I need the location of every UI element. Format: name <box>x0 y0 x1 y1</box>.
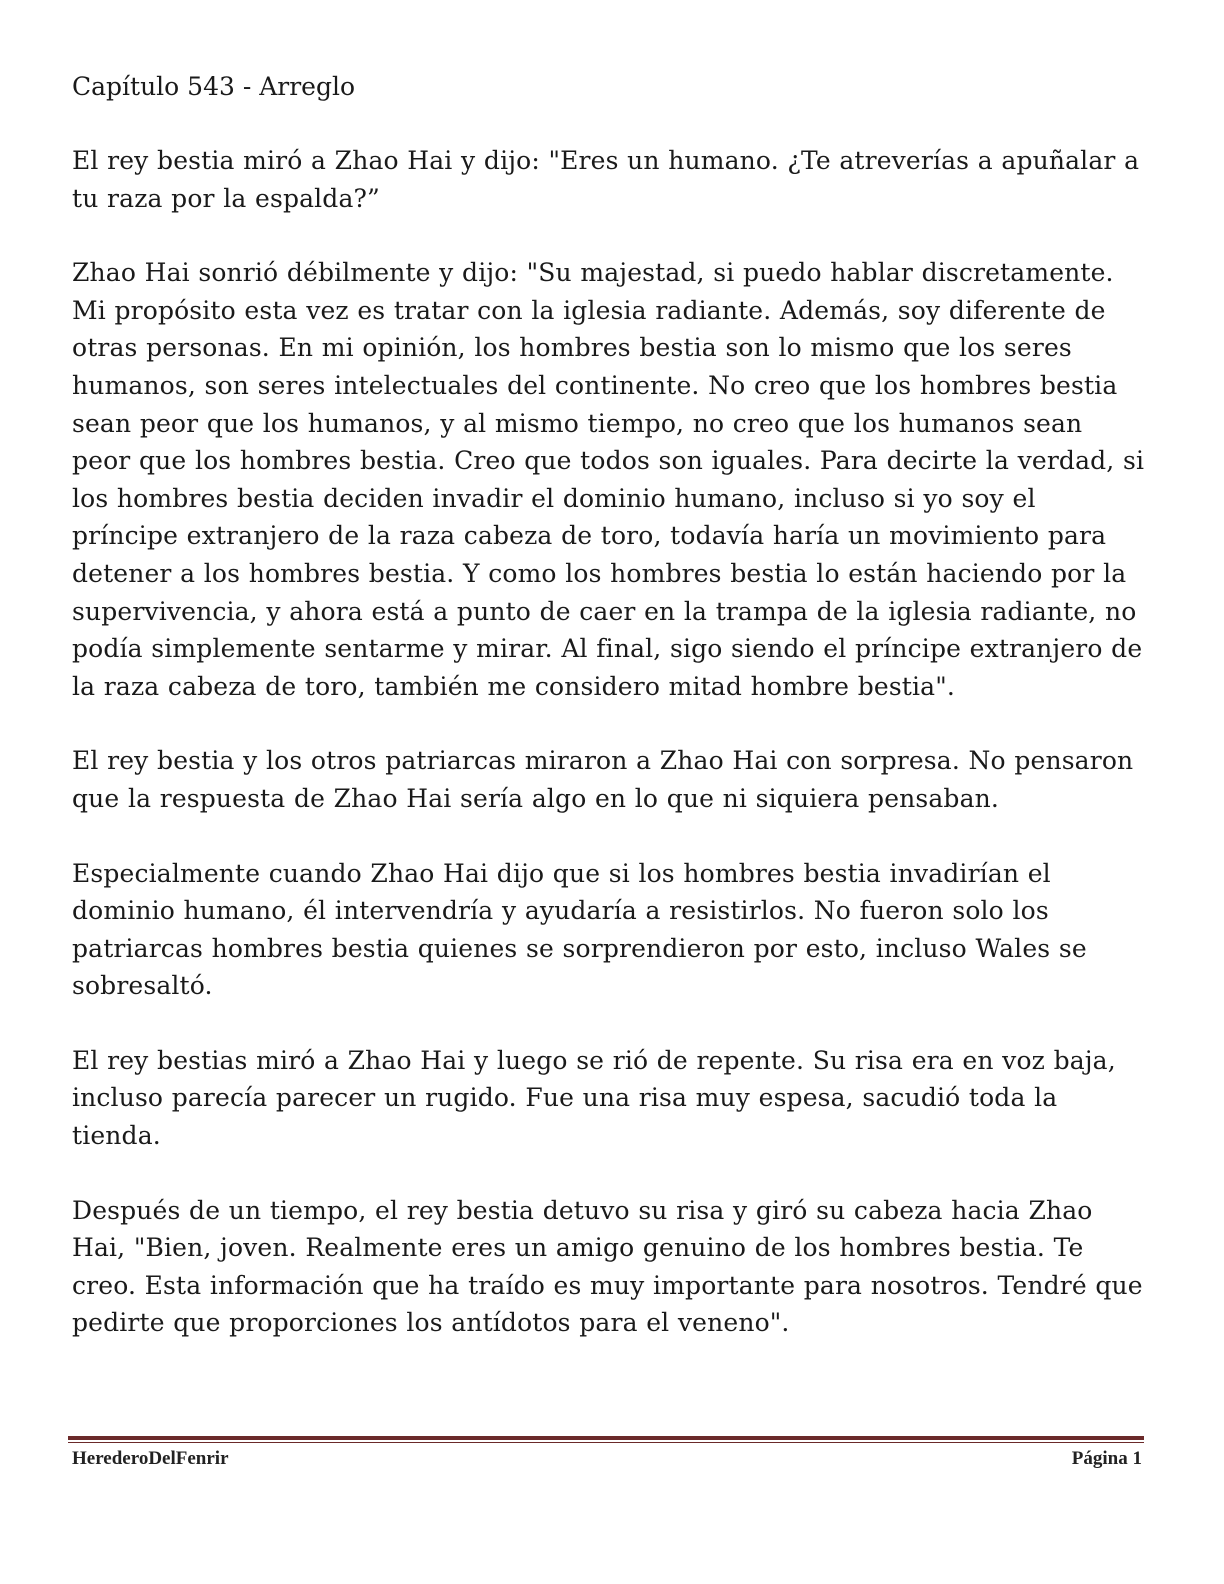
footer-divider-thin <box>68 1442 1144 1443</box>
page-footer <box>72 1448 1142 1474</box>
paragraph: Especialmente cuando Zhao Hai dijo que si los hombres bestia invadirían el dominio humano, él intervendría y ayudaría a resistirlos. No fueron solo los patriarcas hombres bestia quienes se sorprendieron por esto, incluso Wales se sobresaltó. <box>72 858 1087 1001</box>
footer-divider-thick <box>68 1436 1144 1440</box>
paragraph: El rey bestia y los otros patriarcas miraron a Zhao Hai con sorpresa. No pensaron que la respuesta de Zhao Hai sería algo en lo que ni siquiera pensaban. <box>72 746 1134 813</box>
paragraph: El rey bestias miró a Zhao Hai y luego se rió de repente. Su risa era en voz baja, incluso parecía parecer un rugido. Fue una risa muy espesa, sacudió toda la tienda. <box>72 1045 1116 1151</box>
footer-page-number: Página 1 <box>1071 1448 1142 1469</box>
footer-divider <box>68 1436 1144 1444</box>
paragraph: Después de un tiempo, el rey bestia detuvo su risa y giró su cabeza hacia Zhao Hai, "Bien, joven. Realmente eres un amigo genuino de los hombres bestia. Te creo. Esta información que ha traído es muy importante para nosotros. Tendré que pedirte que proporciones los antídotos para el veneno". <box>72 1195 1143 1338</box>
paragraph: El rey bestia miró a Zhao Hai y dijo: "Eres un humano. ¿Te atreverías a apuñalar a tu raza por la espalda?” <box>72 146 1140 213</box>
chapter-title: Capítulo 543 - Arreglo <box>72 72 356 101</box>
footer-author: HerederoDelFenrir <box>72 1448 229 1469</box>
paragraph: Zhao Hai sonrió débilmente y dijo: "Su majestad, si puedo hablar discretamente. Mi propósito esta vez es tratar con la iglesia radiante. Además, soy diferente de otras personas. En mi opinión, los hombres bestia son lo mismo que los seres humanos, son seres intelectuales del continente. No creo que los hombres bestia sean peor que los humanos, y al mismo tiempo, no creo que los humanos sean peor que los hombres bestia. Creo que todos son iguales. Para decirte la verdad, si los hombres bestia deciden invadir el dominio humano, incluso si yo soy el príncipe extranjero de la raza cabeza de toro, todavía haría un movimiento para detener a los hombres bestia. Y como los hombres bestia lo están haciendo por la supervivencia, y ahora está a punto de caer en la trampa de la iglesia radiante, no podía simplemente sentarme y mirar. Al final, sigo siendo el príncipe extranjero de la raza cabeza de toro, también me considero mitad hombre bestia". <box>72 258 1145 701</box>
document-body <box>72 68 1147 1379</box>
